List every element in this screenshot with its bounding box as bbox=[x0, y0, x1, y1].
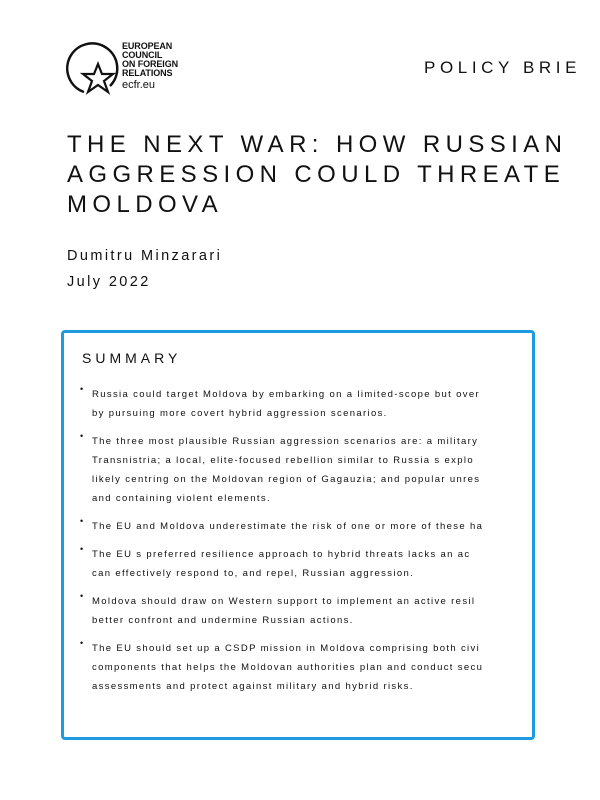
list-spacer bbox=[78, 630, 600, 639]
bullet-line: assessments and protect against military and hybrid risks. bbox=[92, 681, 414, 692]
bullet-dot-icon: • bbox=[80, 384, 84, 394]
list-spacer bbox=[78, 583, 600, 592]
list-item bbox=[78, 432, 600, 508]
bullet-dot-icon: • bbox=[80, 516, 84, 526]
publication-date: July 2022 bbox=[67, 274, 151, 290]
bullet-line: can effectively respond to, and repel, Russian aggression. bbox=[92, 568, 415, 579]
title-line: THE NEXT WAR: HOW RUSSIAN bbox=[67, 131, 568, 158]
author-name: Dumitru Minzarari bbox=[67, 248, 223, 264]
bullet-line: and containing violent elements. bbox=[92, 493, 271, 504]
list-item bbox=[78, 385, 600, 423]
bullet-line: The EU should set up a CSDP mission in Moldova comprising both civi bbox=[92, 643, 481, 654]
list-spacer bbox=[78, 423, 600, 432]
bullet-dot-icon: • bbox=[80, 638, 84, 648]
bullet-line: Russia could target Moldova by embarking on a limited-scope but over bbox=[92, 389, 481, 400]
title-line: AGGRESSION COULD THREATE bbox=[67, 161, 566, 188]
list-item bbox=[78, 639, 600, 696]
bullet-line: Moldova should draw on Western support to implement an active resil bbox=[92, 596, 476, 607]
list-item bbox=[78, 517, 600, 536]
logo-url: ecfr.eu bbox=[122, 79, 156, 91]
bullet-line: components that helps the Moldovan authorities plan and conduct secu bbox=[92, 662, 484, 673]
ecfr-logo bbox=[60, 36, 210, 100]
list-spacer bbox=[78, 508, 600, 517]
document-type-label: POLICY BRIE bbox=[424, 58, 582, 77]
star-in-circle-icon bbox=[60, 36, 122, 100]
bullet-dot-icon: • bbox=[80, 431, 84, 441]
bullet-dot-icon: • bbox=[80, 544, 84, 554]
logo-line: EUROPEAN bbox=[122, 41, 173, 51]
summary-list bbox=[78, 385, 600, 696]
bullet-dot-icon: • bbox=[80, 591, 84, 601]
list-item bbox=[78, 545, 600, 583]
logo-wordmark bbox=[122, 42, 178, 78]
bullet-line: The EU and Moldova underestimate the risk of one or more of these ha bbox=[92, 521, 484, 532]
title-line: MOLDOVA bbox=[67, 191, 224, 218]
summary-heading: SUMMARY bbox=[82, 350, 182, 366]
bullet-line: The EU s preferred resilience approach to hybrid threats lacks an ac bbox=[92, 549, 471, 560]
bullet-line: better confront and undermine Russian actions. bbox=[92, 615, 354, 626]
page-title bbox=[67, 130, 600, 220]
bullet-line: likely centring on the Moldovan region of Gagauzia; and popular unres bbox=[92, 474, 481, 485]
bullet-line: The three most plausible Russian aggression scenarios are: a military bbox=[92, 436, 479, 447]
bullet-line: by pursuing more covert hybrid aggression scenarios. bbox=[92, 408, 388, 419]
bullet-line: Transnistria; a local, elite-focused rebellion similar to Russia s explo bbox=[92, 455, 474, 466]
logo-line: RELATIONS bbox=[122, 68, 173, 78]
logo-line: COUNCIL bbox=[122, 50, 163, 60]
logo-line: ON FOREIGN bbox=[122, 59, 179, 69]
list-item bbox=[78, 592, 600, 630]
list-spacer bbox=[78, 536, 600, 545]
